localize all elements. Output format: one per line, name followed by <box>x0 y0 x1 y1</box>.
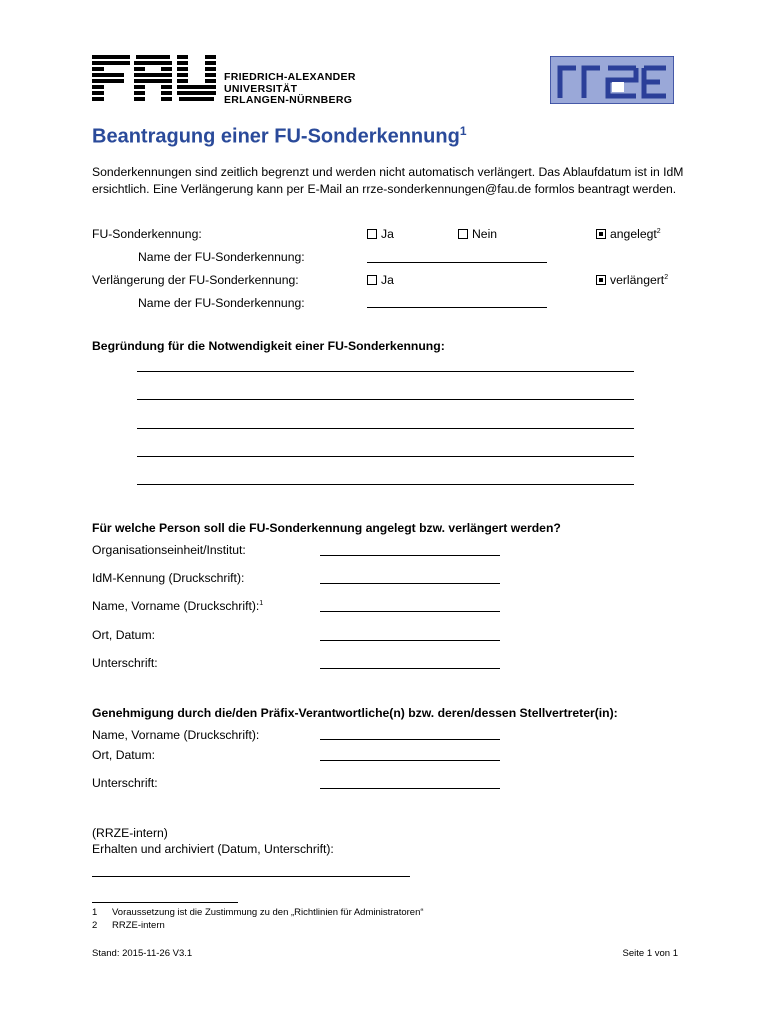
university-line-1: FRIEDRICH-ALEXANDER <box>224 71 356 83</box>
fau-logo <box>92 55 216 105</box>
checkbox-angelegt[interactable] <box>596 227 661 241</box>
page-number: Seite 1 von 1 <box>622 948 678 959</box>
begruendung-line-3[interactable] <box>137 428 634 429</box>
person-ort-datum-field[interactable] <box>320 640 500 641</box>
person-ort-datum-label: Ort, Datum: <box>92 628 155 642</box>
begruendung-heading: Begründung für die Notwendigkeit einer FU-Sonderkennung: <box>92 339 445 353</box>
genehmigung-heading: Genehmigung durch die/den Präfix-Verantwortliche(n) bzw. deren/dessen Stellvertreter(in): <box>92 706 618 720</box>
approver-unterschrift-label: Unterschrift: <box>92 776 158 790</box>
checkbox-verl-ja-label: Ja <box>381 273 394 287</box>
person-unterschrift-field[interactable] <box>320 668 500 669</box>
begruendung-line-1[interactable] <box>137 371 634 372</box>
org-einheit-field[interactable] <box>320 555 500 556</box>
footnote-2-number: 2 <box>92 920 98 931</box>
rrze-logo-graphic <box>550 56 674 104</box>
approver-ort-datum-label: Ort, Datum: <box>92 748 155 762</box>
person-name-label-text: Name, Vorname (Druckschrift): <box>92 599 260 613</box>
verlaengert-footnote-marker: 2 <box>664 273 669 281</box>
university-name <box>224 72 356 107</box>
checkbox-verlaengert[interactable] <box>596 273 668 287</box>
rrze-intern-label: (RRZE-intern) <box>92 826 168 840</box>
checkbox-nein-box[interactable] <box>458 229 468 239</box>
archiviert-field[interactable] <box>92 876 410 877</box>
checkbox-ja-label: Ja <box>381 227 394 241</box>
fau-logo-graphic <box>92 55 216 105</box>
name-fu-sonderkennung-label: Name der FU-Sonderkennung: <box>138 250 305 264</box>
approver-name-label: Name, Vorname (Druckschrift): <box>92 728 260 742</box>
angelegt-footnote-marker: 2 <box>656 227 661 235</box>
verlaengerung-label: Verlängerung der FU-Sonderkennung: <box>92 273 299 287</box>
name-fu-sonderkennung-field[interactable] <box>367 262 547 263</box>
checkbox-angelegt-label: angelegt <box>610 227 657 241</box>
begruendung-line-5[interactable] <box>137 484 634 485</box>
checkbox-ja-box[interactable] <box>367 229 377 239</box>
person-heading: Für welche Person soll die FU-Sonderkennung angelegt bzw. verlängert werden? <box>92 521 561 535</box>
footnote-2-text: RRZE-intern <box>112 920 165 931</box>
fu-sonderkennung-label: FU-Sonderkennung: <box>92 227 202 241</box>
checkbox-verlaengert-label: verlängert <box>610 273 665 287</box>
idm-kennung-field[interactable] <box>320 583 500 584</box>
approver-ort-datum-field[interactable] <box>320 760 500 761</box>
checkbox-verl-ja[interactable] <box>367 273 394 287</box>
name2-fu-sonderkennung-label: Name der FU-Sonderkennung: <box>138 296 305 310</box>
idm-kennung-label: IdM-Kennung (Druckschrift): <box>92 571 245 585</box>
university-line-3: ERLANGEN-NÜRNBERG <box>224 94 353 106</box>
footnote-1-text: Voraussetzung ist die Zustimmung zu den „Richtlinien für Administratoren“ <box>112 907 424 918</box>
person-name-footnote-marker: 1 <box>259 599 264 607</box>
begruendung-line-2[interactable] <box>137 399 634 400</box>
checkbox-nein[interactable] <box>458 227 497 241</box>
approver-name-field[interactable] <box>320 739 500 740</box>
name2-fu-sonderkennung-field[interactable] <box>367 307 547 308</box>
approver-unterschrift-field[interactable] <box>320 788 500 789</box>
stand-version: Stand: 2015-11-26 V3.1 <box>92 948 193 959</box>
title-footnote-marker: 1 <box>459 124 467 138</box>
checkbox-verlaengert-box[interactable] <box>596 275 606 285</box>
page-title <box>92 124 467 149</box>
checkbox-angelegt-box[interactable] <box>596 229 606 239</box>
page-title-text: Beantragung einer FU-Sonderkennung <box>92 125 460 148</box>
checkbox-nein-label: Nein <box>472 227 498 241</box>
rrze-logo <box>550 56 674 104</box>
checkbox-ja[interactable] <box>367 227 394 241</box>
footnote-1-number: 1 <box>92 907 98 918</box>
begruendung-line-4[interactable] <box>137 456 634 457</box>
intro-paragraph: Sonderkennungen sind zeitlich begrenzt und werden nicht automatisch verlängert. Das Ablaufdatum ist in IdM ersichtlich. Eine Verlängerung kann per E-Mail an rrze-sonderkennungen@fau.de formlos beantragt werden. <box>92 165 684 196</box>
checkbox-verl-ja-box[interactable] <box>367 275 377 285</box>
archiviert-label: Erhalten und archiviert (Datum, Unterschrift): <box>92 842 334 856</box>
person-unterschrift-label: Unterschrift: <box>92 656 158 670</box>
person-name-field[interactable] <box>320 611 500 612</box>
person-name-label <box>92 599 263 613</box>
footnote-separator <box>92 902 238 903</box>
org-einheit-label: Organisationseinheit/Institut: <box>92 543 246 557</box>
university-line-2: UNIVERSITÄT <box>224 82 298 95</box>
